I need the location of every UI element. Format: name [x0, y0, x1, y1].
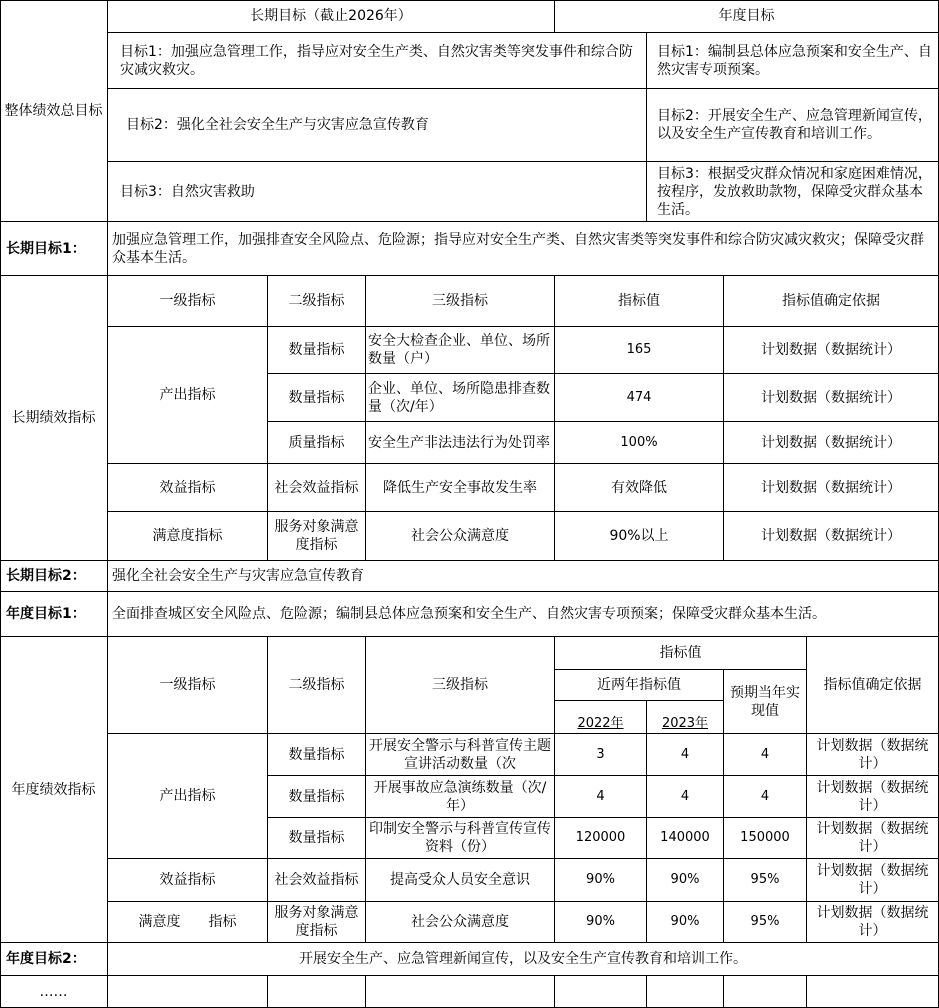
annual-goal2-label: 年度目标2：: [0, 943, 108, 976]
annual-perf-header-basis: 指标值确定依据: [807, 637, 939, 734]
annual-perf-label: 年度绩效指标: [0, 637, 108, 943]
annual-perf-row-expected: 4: [724, 776, 807, 818]
annual-perf-row-expected: 4: [724, 734, 807, 776]
empty-cell: [555, 976, 647, 1008]
long-perf-row-basis: 计划数据（数据统计）: [724, 374, 939, 422]
annual-goal1-label: 年度目标1：: [0, 592, 108, 637]
annual-perf-header-l2: 二级指标: [268, 637, 366, 734]
long-goal-1: 目标1：加强应急管理工作，指导应对安全生产类、自然灾害类等突发事件和综合防灾减灾救灾。: [108, 33, 647, 89]
long-perf-row-basis: 计划数据（数据统计）: [724, 327, 939, 374]
long-perf-row-l1: 满意度指标: [108, 512, 268, 561]
long-perf-row-l3: 降低生产安全事故发生率: [366, 464, 555, 512]
annual-perf-header-2023: 2023年: [647, 701, 724, 734]
annual-perf-row-l3: 提高受众人员安全意识: [366, 859, 555, 902]
annual-perf-row-basis: 计划数据（数据统计）: [807, 776, 939, 818]
long-perf-row-l3: 安全生产非法违法行为处罚率: [366, 422, 555, 464]
annual-perf-header-recent: 近两年指标值: [555, 670, 724, 701]
annual-header: 年度目标: [555, 0, 939, 33]
annual-perf-row-expected: 95%: [724, 859, 807, 902]
annual-perf-row-basis: 计划数据（数据统计）: [807, 818, 939, 859]
annual-perf-row-l1: 效益指标: [108, 859, 268, 902]
long-perf-row-l2: 数量指标: [268, 327, 366, 374]
annual-perf-row-2023: 4: [647, 734, 724, 776]
empty-cell: [108, 976, 268, 1008]
empty-cell: [807, 976, 939, 1008]
empty-cell: [268, 976, 366, 1008]
long-perf-header-value: 指标值: [555, 276, 724, 327]
long-perf-header-basis: 指标值确定依据: [724, 276, 939, 327]
long-perf-row-l2: 质量指标: [268, 422, 366, 464]
long-perf-row-l2: 社会效益指标: [268, 464, 366, 512]
long-goal2-text: 强化全社会安全生产与灾害应急宣传教育: [108, 561, 939, 592]
annual-perf-row-2023: 4: [647, 776, 724, 818]
long-perf-header-l3: 三级指标: [366, 276, 555, 327]
empty-cell: [647, 976, 724, 1008]
annual-perf-row-l2: 社会效益指标: [268, 859, 366, 902]
long-perf-row-l3: 企业、单位、场所隐患排查数量（次/年）: [366, 374, 555, 422]
long-perf-row-basis: 计划数据（数据统计）: [724, 422, 939, 464]
annual-perf-row-l3: 印制安全警示与科普宣传宣传资料（份）: [366, 818, 555, 859]
annual-goal2-text: 开展安全生产、应急管理新闻宣传，以及安全生产宣传教育和培训工作。: [108, 943, 939, 976]
annual-perf-row-basis: 计划数据（数据统计）: [807, 902, 939, 943]
overall-goal-label: 整体绩效总目标: [0, 0, 108, 222]
long-perf-row-l3: 社会公众满意度: [366, 512, 555, 561]
empty-cell: [366, 976, 555, 1008]
long-perf-row-basis: 计划数据（数据统计）: [724, 512, 939, 561]
long-goal1-label: 长期目标1：: [0, 222, 108, 276]
long-perf-row-l3: 安全大检查企业、单位、场所数量（户）: [366, 327, 555, 374]
long-perf-row-value: 165: [555, 327, 724, 374]
empty-cell: [724, 976, 807, 1008]
annual-perf-row-l3: 开展事故应急演练数量（次/年）: [366, 776, 555, 818]
annual-perf-row-2022: 90%: [555, 859, 647, 902]
annual-perf-row-2022: 4: [555, 776, 647, 818]
annual-perf-header-2022: 2022年: [555, 701, 647, 734]
long-goal1-text: 加强应急管理工作，加强排查安全风险点、危险源；指导应对安全生产类、自然灾害类等突发事件和综合防灾减灾救灾；保障受灾群众基本生活。: [108, 222, 939, 276]
annual-perf-row-expected: 95%: [724, 902, 807, 943]
annual-perf-header-expected: 预期当年实现值: [724, 670, 807, 734]
annual-goal-3: 目标3：根据受灾群众情况和家庭困难情况，按程序，发放救助款物，保障受灾群众基本生活。: [647, 162, 939, 222]
annual-perf-row-expected: 150000: [724, 818, 807, 859]
annual-perf-output-label: 产出指标: [108, 734, 268, 859]
annual-goal1-text: 全面排查城区安全风险点、危险源；编制县总体应急预案和安全生产、自然灾害专项预案；保障受灾群众基本生活。: [108, 592, 939, 637]
long-goal-2: 目标2：强化全社会安全生产与灾害应急宣传教育: [108, 89, 647, 162]
annual-perf-row-l2: 数量指标: [268, 818, 366, 859]
annual-perf-header-l3: 三级指标: [366, 637, 555, 734]
annual-perf-row-2022: 120000: [555, 818, 647, 859]
annual-perf-header-value: 指标值: [555, 637, 807, 670]
annual-perf-row-l3: 开展安全警示与科普宣传主题宣讲活动数量（次: [366, 734, 555, 776]
annual-perf-row-l2: 数量指标: [268, 776, 366, 818]
long-goal2-label: 长期目标2：: [0, 561, 108, 592]
annual-goal-2: 目标2：开展安全生产、应急管理新闻宣传，以及安全生产宣传教育和培训工作。: [647, 89, 939, 162]
annual-perf-row-basis: 计划数据（数据统计）: [807, 734, 939, 776]
annual-perf-row-2023: 90%: [647, 902, 724, 943]
annual-perf-row-l2: 服务对象满意度指标: [268, 902, 366, 943]
ellipsis-cell: ……: [0, 976, 108, 1008]
long-perf-row-value: 90%以上: [555, 512, 724, 561]
long-perf-output-label: 产出指标: [108, 327, 268, 464]
long-perf-row-value: 100%: [555, 422, 724, 464]
annual-perf-row-2022: 90%: [555, 902, 647, 943]
long-goal-3: 目标3：自然灾害救助: [108, 162, 647, 222]
long-perf-header-l2: 二级指标: [268, 276, 366, 327]
long-perf-row-value: 有效降低: [555, 464, 724, 512]
annual-perf-row-l1: 满意度 指标: [108, 902, 268, 943]
annual-goal-1: 目标1：编制县总体应急预案和安全生产、自然灾害专项预案。: [647, 33, 939, 89]
annual-perf-row-l2: 数量指标: [268, 734, 366, 776]
long-perf-row-basis: 计划数据（数据统计）: [724, 464, 939, 512]
long-perf-label: 长期绩效指标: [0, 276, 108, 561]
annual-perf-row-2023: 140000: [647, 818, 724, 859]
annual-perf-row-l3: 社会公众满意度: [366, 902, 555, 943]
annual-perf-row-basis: 计划数据（数据统计）: [807, 859, 939, 902]
long-perf-row-l2: 服务对象满意度指标: [268, 512, 366, 561]
long-perf-row-l1: 效益指标: [108, 464, 268, 512]
long-perf-row-value: 474: [555, 374, 724, 422]
long-perf-header-l1: 一级指标: [108, 276, 268, 327]
long-term-header: 长期目标（截止2026年）: [108, 0, 555, 33]
annual-perf-row-2022: 3: [555, 734, 647, 776]
annual-perf-row-2023: 90%: [647, 859, 724, 902]
long-perf-row-l2: 数量指标: [268, 374, 366, 422]
annual-perf-header-l1: 一级指标: [108, 637, 268, 734]
